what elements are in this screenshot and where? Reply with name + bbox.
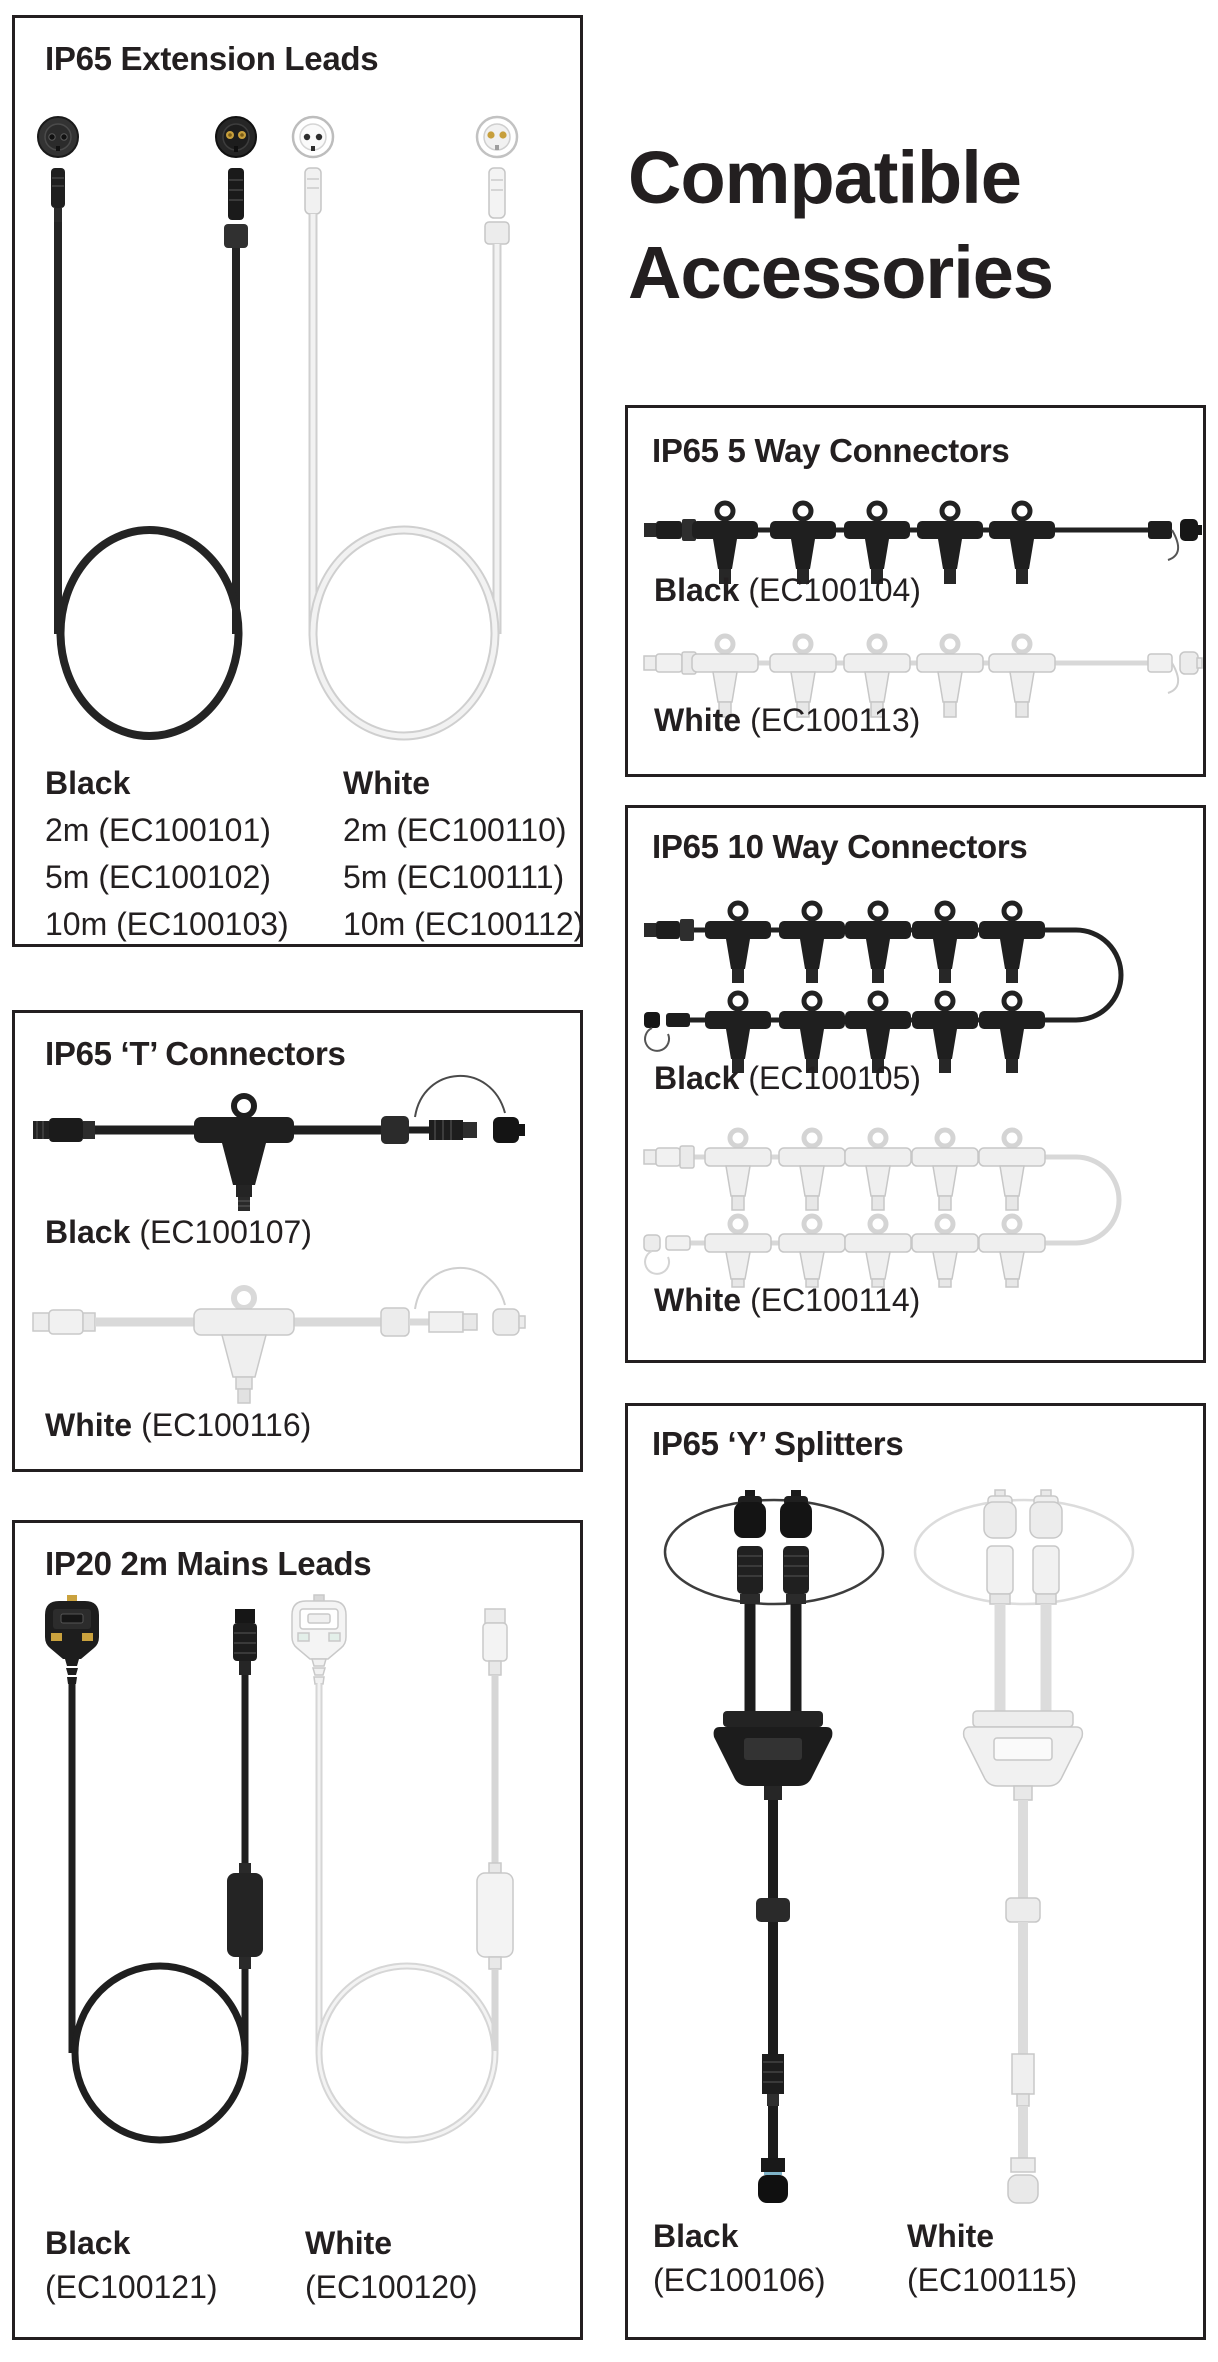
option-row: 5m (EC100102) bbox=[45, 859, 271, 895]
section-extension-leads bbox=[12, 15, 583, 947]
color-label: White bbox=[45, 1407, 133, 1443]
color-label: White bbox=[654, 1282, 742, 1318]
section-mains-leads bbox=[12, 1520, 583, 2340]
section-10-way-connectors bbox=[625, 805, 1206, 1363]
white-plug-face-icon bbox=[477, 117, 517, 157]
option-row: 10m (EC100103) bbox=[45, 906, 289, 942]
section-title: IP65 ‘T’ Connectors bbox=[45, 1035, 346, 1072]
white-socket-face-icon bbox=[293, 117, 333, 157]
color-label: Black bbox=[45, 1214, 131, 1250]
product-code: (EC100113) bbox=[750, 702, 921, 738]
page-title-line1: Compatible bbox=[628, 136, 1021, 219]
product-code: (EC100121) bbox=[45, 2269, 218, 2305]
variant-white bbox=[45, 1407, 311, 1444]
section-title: IP65 10 Way Connectors bbox=[652, 828, 1028, 865]
section-title: IP65 Extension Leads bbox=[45, 40, 379, 77]
product-code: (EC100104) bbox=[748, 572, 921, 608]
color-label: White bbox=[654, 702, 742, 738]
variant-black bbox=[45, 2221, 218, 2309]
color-label: White bbox=[343, 765, 431, 801]
color-label: Black bbox=[654, 572, 740, 608]
product-code: (EC100107) bbox=[139, 1214, 312, 1250]
page-title bbox=[628, 130, 1053, 320]
product-code: (EC100106) bbox=[653, 2262, 826, 2298]
white-lead-options bbox=[343, 760, 584, 948]
black-lead-options bbox=[45, 760, 289, 948]
color-label: White bbox=[907, 2218, 995, 2254]
variant-white bbox=[654, 1282, 920, 1319]
white-t-connector-graphic bbox=[33, 1268, 525, 1403]
black-plug-face-icon bbox=[216, 117, 256, 157]
white-extension-lead-graphic bbox=[305, 168, 509, 736]
black-y-splitter-graphic bbox=[665, 1490, 883, 2203]
color-label: Black bbox=[45, 2225, 131, 2261]
variant-black bbox=[654, 572, 921, 609]
black-socket-face-icon bbox=[38, 117, 78, 157]
color-label: Black bbox=[45, 765, 131, 801]
option-row: 10m (EC100112) bbox=[343, 906, 585, 942]
product-code: (EC100120) bbox=[305, 2269, 478, 2305]
section-title: IP65 5 Way Connectors bbox=[652, 432, 1010, 469]
product-code: (EC100115) bbox=[907, 2262, 1078, 2298]
white-10-way-graphic bbox=[644, 1130, 1119, 1287]
white-y-splitter-graphic bbox=[915, 1490, 1133, 2203]
color-label: Black bbox=[653, 2218, 739, 2254]
section-5-way-connectors bbox=[625, 405, 1206, 777]
product-code: (EC100105) bbox=[748, 1060, 921, 1096]
product-code: (EC100116) bbox=[141, 1407, 312, 1443]
mains-leads-illustration bbox=[15, 1523, 580, 2337]
variant-white bbox=[305, 2221, 478, 2309]
option-row: 5m (EC100111) bbox=[343, 859, 565, 895]
option-row: 2m (EC100101) bbox=[45, 812, 271, 848]
y-splitters-illustration bbox=[628, 1406, 1203, 2337]
section-title: IP20 2m Mains Leads bbox=[45, 1545, 372, 1582]
variant-black bbox=[654, 1060, 921, 1097]
black-extension-lead-graphic bbox=[51, 168, 248, 736]
section-title: IP65 ‘Y’ Splitters bbox=[652, 1425, 904, 1462]
option-row: 2m (EC100110) bbox=[343, 812, 567, 848]
black-mains-lead-graphic bbox=[45, 1595, 263, 2140]
page-title-line2: Accessories bbox=[628, 231, 1054, 314]
black-10-way-graphic bbox=[644, 903, 1121, 1073]
product-code: (EC100114) bbox=[750, 1282, 921, 1318]
section-t-connectors bbox=[12, 1010, 583, 1472]
white-mains-lead-graphic bbox=[292, 1595, 513, 2140]
black-t-connector-graphic bbox=[33, 1076, 525, 1211]
color-label: White bbox=[305, 2225, 393, 2261]
variant-black bbox=[653, 2214, 826, 2302]
color-label: Black bbox=[654, 1060, 740, 1096]
variant-white bbox=[907, 2214, 1077, 2302]
variant-black bbox=[45, 1214, 312, 1251]
variant-white bbox=[654, 702, 920, 739]
section-y-splitters bbox=[625, 1403, 1206, 2340]
